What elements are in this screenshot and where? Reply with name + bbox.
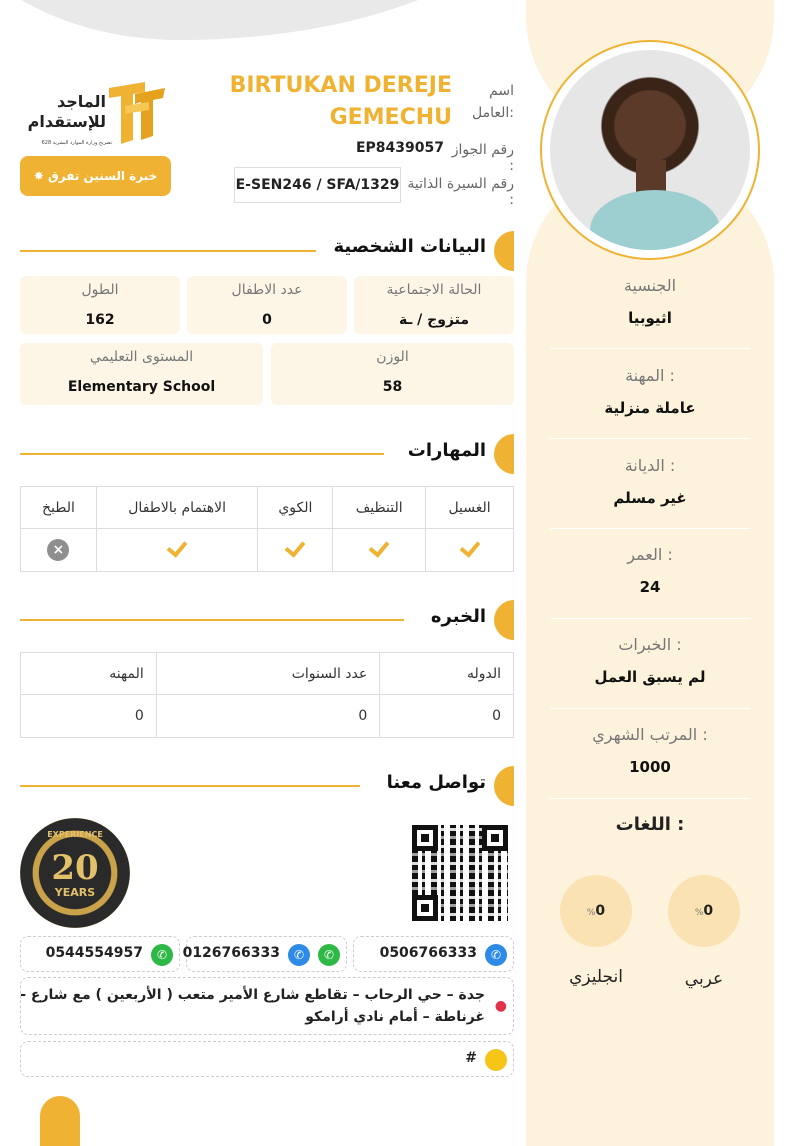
header-decoration [0, 0, 540, 40]
phone-2[interactable]: ✆ ✆ 0126766333 [186, 936, 347, 972]
exp-cell: 0 [156, 695, 380, 738]
passport-number: EP8439057 [355, 140, 444, 156]
english-level: %0 [560, 875, 632, 947]
sparkle-icon: ✸ [33, 169, 48, 183]
religion-block [550, 456, 750, 507]
phone-3[interactable]: ✆ 0544554957 [20, 936, 180, 972]
worker-name: BIRTUKAN DEREJE GEMECHU [229, 73, 452, 130]
logo-icon [105, 80, 167, 146]
section-tab [494, 766, 514, 806]
education-card: المستوى التعليمي Elementary School [20, 343, 263, 405]
arabic-level: %0 [668, 875, 740, 947]
salary-value: 1000 [629, 758, 671, 776]
check-icon [368, 540, 390, 556]
exp-header: المهنه [21, 653, 157, 695]
experience-block [550, 635, 750, 686]
skill-header: الطبخ [21, 487, 97, 529]
phone-1[interactable]: ✆ 0506766333 [353, 936, 514, 972]
personal-section-title: البيانات الشخصية [333, 236, 486, 257]
skill-header: الغسيل [426, 487, 514, 529]
profession-label: المهنة : [625, 366, 675, 385]
skill-status-yes [426, 529, 514, 572]
religion-label: الديانة : [624, 456, 676, 475]
address-box: ● - جدة – حي الرحاب – تقاطع شارع الأمير متعب ( الأربعين ) مع شارع غرناطة – أمام نادي أرامكو [20, 977, 514, 1035]
age-block [550, 545, 750, 596]
salary-label: المرتب الشهري : [592, 725, 708, 744]
divider [550, 798, 750, 799]
divider [550, 438, 750, 439]
nationality-value: اثيوبيا [628, 309, 672, 327]
contact-section-title: تواصل معنا [386, 772, 486, 793]
nationality-block [550, 276, 750, 327]
snapchat-box[interactable]: # [20, 1041, 514, 1077]
skill-status-yes [258, 529, 333, 572]
skills-section-title: المهارات [407, 440, 486, 461]
whatsapp-icon: ✆ [318, 944, 340, 966]
check-icon [459, 540, 481, 556]
experience-value: لم يسبق العمل [594, 668, 706, 686]
whatsapp-icon: ✆ [151, 944, 173, 966]
cv-label: رقم السيرة الذاتية : [407, 176, 514, 208]
experience-section-title: الخبره [430, 606, 486, 627]
languages-title: اللغات : [615, 814, 685, 835]
passport-label: رقم الجواز : [451, 142, 514, 174]
phone-icon: ✆ [485, 944, 507, 966]
skill-header: الكوي [258, 487, 333, 529]
skill-status-no [21, 529, 97, 572]
divider [550, 528, 750, 529]
skill-status-yes [333, 529, 426, 572]
marital-card: الحالة الاجتماعية متزوج / ـة [354, 276, 514, 334]
skill-header: الاهتمام بالاطفال [96, 487, 258, 529]
exp-cell: 0 [21, 695, 157, 738]
exp-header: الدوله [380, 653, 514, 695]
age-label: العمر : [627, 545, 673, 564]
phone-icon: ✆ [288, 944, 310, 966]
skill-header: التنظيف [333, 487, 426, 529]
experience-seal: EXPERIENCE 20 YEARS [20, 818, 130, 928]
section-tab [494, 600, 514, 640]
english-label: انجليزي [569, 967, 623, 987]
cross-icon: × [47, 539, 69, 561]
section-tab [494, 231, 514, 271]
experience-label: الخبرات : [618, 635, 682, 654]
divider [550, 348, 750, 349]
height-card: الطول 162 [20, 276, 180, 334]
divider [550, 618, 750, 619]
section-line [20, 619, 404, 621]
skills-table [20, 486, 514, 572]
divider [550, 708, 750, 709]
page-tab [40, 1096, 80, 1146]
section-line [20, 785, 360, 787]
cv-number: E-SEN246 / SFA/1329 [234, 167, 401, 203]
experience-table [20, 652, 514, 738]
snapchat-icon [485, 1049, 507, 1071]
nationality-label: الجنسية [623, 276, 677, 295]
profession-block [550, 366, 750, 417]
logo-license: تصريح وزارة الموارد البشرية 628 [41, 140, 112, 146]
section-tab [494, 434, 514, 474]
salary-block [550, 725, 750, 776]
name-label: اسم العامل: [472, 83, 514, 121]
children-card: عدد الاطفال 0 [187, 276, 347, 334]
weight-card: الوزن 58 [271, 343, 514, 405]
profession-value: عاملة منزلية [604, 399, 696, 417]
check-icon [166, 540, 188, 556]
location-pin-icon: ● [494, 998, 507, 1014]
section-line [20, 453, 384, 455]
skill-status-yes [96, 529, 258, 572]
worker-photo [550, 50, 750, 250]
logo-wordmark: الماجد للإستقدام [27, 92, 106, 131]
check-icon [284, 540, 306, 556]
arabic-label: عربي [684, 969, 724, 989]
section-line [20, 250, 316, 252]
age-value: 24 [639, 578, 661, 596]
slogan-badge: ✸ خبرة السنين تفرق [20, 156, 171, 196]
exp-cell: 0 [380, 695, 514, 738]
religion-value: غير مسلم [613, 489, 687, 507]
exp-header: عدد السنوات [156, 653, 380, 695]
